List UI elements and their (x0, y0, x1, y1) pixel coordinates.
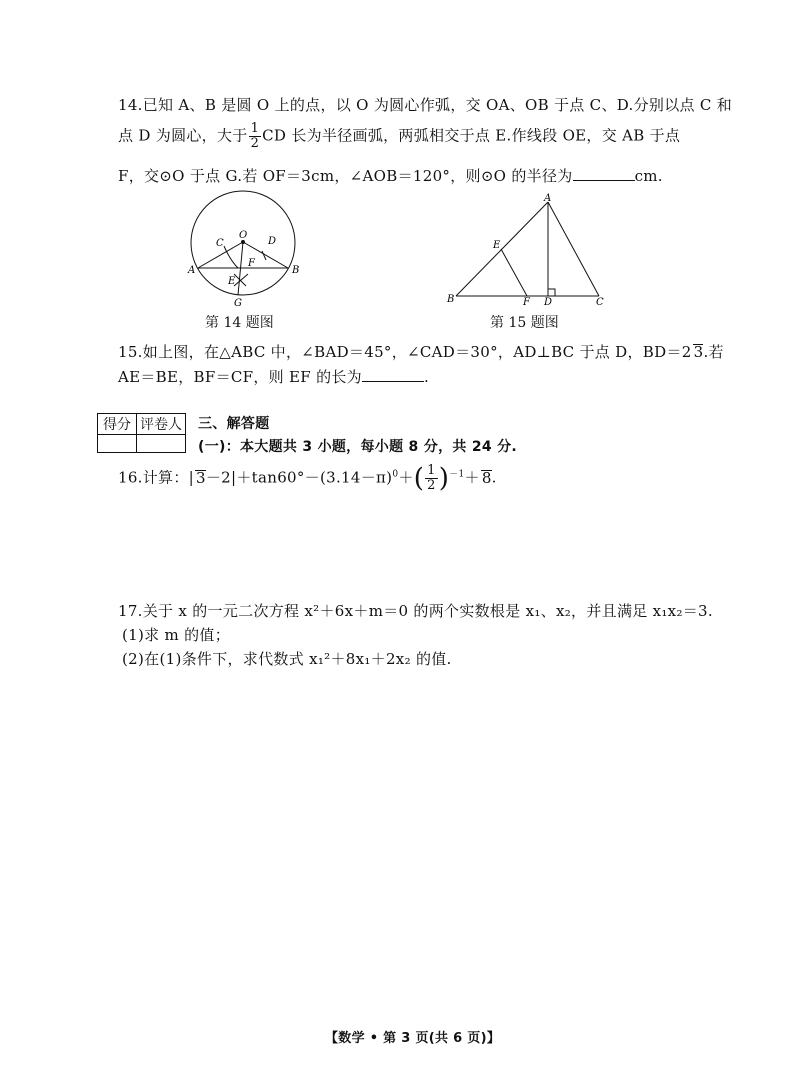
q16-sqrt-3: 3 (196, 468, 206, 487)
side-ac (548, 202, 599, 296)
q16-part-a: 16.计算：| (118, 468, 195, 487)
figure-14-caption: 第 14 题图 (205, 315, 274, 331)
q16-part-c: ＋ (398, 468, 414, 487)
label-e: E (228, 276, 236, 287)
q16-part-d: ＋ (464, 468, 480, 487)
label-a: A (188, 265, 196, 276)
q14-line-2-a: 点 D 为圆心，大于 (118, 126, 248, 145)
figure-14 (180, 188, 310, 310)
figure-15-caption: 第 15 题图 (490, 315, 559, 331)
q15-line-2-b: . (423, 368, 430, 386)
label-f15: F (523, 297, 530, 308)
q15-line-2 (118, 366, 429, 387)
fraction-denominator: 2 (250, 136, 260, 151)
label-g: G (234, 298, 242, 309)
page-footer: 【数学 • 第 3 页(共 6 页)】 (325, 1031, 501, 1046)
label-o: O (239, 230, 248, 241)
section-3-subtitle: (一)：本大题共 3 小题，每小题 8 分，共 24 分. (198, 439, 518, 455)
q14-answer-blank[interactable] (573, 166, 635, 181)
label-e15: E (493, 240, 501, 251)
sqrt-3: 3 (693, 343, 704, 361)
grader-cell[interactable] (137, 435, 186, 453)
fraction-half (249, 122, 262, 151)
label-a15: A (544, 193, 552, 204)
right-angle-mark (548, 289, 555, 296)
q16-exponent-0: 0 (392, 469, 399, 480)
q15-line-2-a: AE＝BE，BF＝CF，则 EF 的长为 (118, 368, 362, 386)
q16-exponent-neg1: －1 (449, 469, 465, 480)
left-paren: ( (413, 463, 425, 494)
fraction-numerator: 1 (250, 121, 260, 136)
right-paren: ) (438, 463, 450, 494)
q16-line (118, 464, 497, 493)
q17-part-1: (1)求 m 的值； (122, 626, 231, 644)
q14-line-2-b: CD 长为半径画弧，两弧相交于点 E.作线段 OE，交 AB 于点 (262, 126, 681, 145)
q17-part-2: (2)在(1)条件下，求代数式 x₁²＋8x₁＋2x₂ 的值. (122, 650, 452, 668)
label-b: B (292, 265, 300, 276)
q14-line-3 (118, 165, 663, 186)
q16-fraction-numerator: 1 (427, 463, 436, 478)
q17-line-1: 17.关于 x 的一元二次方程 x²＋6x＋m＝0 的两个实数根是 x₁、x₂，并且满足 x₁x₂＝3. (118, 602, 713, 620)
label-c: C (216, 238, 224, 249)
q15-line-1 (118, 341, 724, 362)
label-d15: D (544, 297, 553, 308)
label-d: D (268, 236, 277, 247)
q16-sqrt-8: 8 (481, 468, 492, 487)
q14-line-2 (118, 122, 680, 151)
score-header: 得分 (98, 414, 137, 435)
label-f: F (248, 258, 255, 269)
score-cell[interactable] (98, 435, 137, 453)
q16-fraction-denominator: 2 (427, 478, 436, 493)
label-b15: B (447, 294, 455, 305)
q15-line-1-a: 15.如上图，在△ABC 中，∠BAD＝45°，∠CAD＝30°，AD⊥BC 于点 D，BD＝2 (118, 343, 692, 361)
q16-part-b: －2|＋tan60°－(3.14－π) (205, 468, 393, 487)
q14-line-3-b: cm. (634, 167, 663, 185)
section-3-title: 三、解答题 (198, 416, 270, 432)
q16-part-e: . (491, 468, 497, 487)
segment-ef (501, 249, 527, 296)
score-table (97, 413, 186, 453)
grader-header: 评卷人 (137, 414, 186, 435)
q15-line-1-b: .若 (703, 343, 724, 361)
side-ab (456, 202, 548, 296)
q16-fraction (425, 464, 438, 493)
q14-line-1: 14.已知 A、B 是圆 O 上的点，以 O 为圆心作弧，交 OA、OB 于点 C、D.分别以点 C 和 (118, 96, 733, 114)
q15-answer-blank[interactable] (362, 367, 424, 382)
q14-line-3-a: F，交⊙O 于点 G.若 OF＝3cm，∠AOB＝120°，则⊙O 的半径为 (118, 167, 573, 185)
figure-15 (444, 192, 614, 310)
label-c15: C (596, 297, 604, 308)
